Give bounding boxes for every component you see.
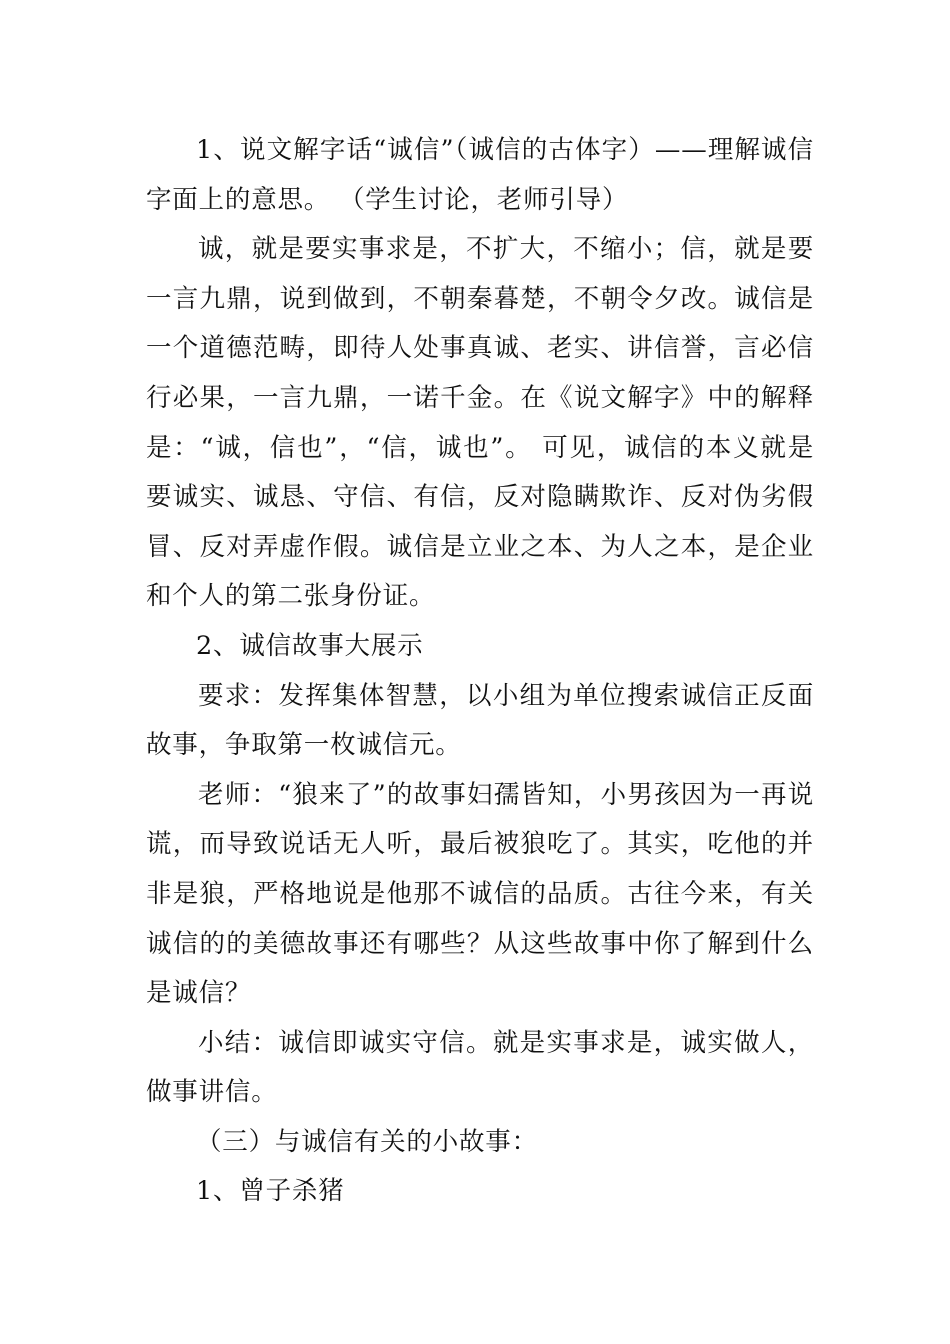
paragraph-summary: 小结：诚信即诚实守信。就是实事求是，诚实做人，做事讲信。 bbox=[146, 1027, 814, 1108]
paragraph-cheng-xin-definition: 诚，就是要实事求是，不扩大，不缩小；信，就是要一言九鼎，说到做到，不朝秦暮楚，不朝令夕改。诚信是一个道德范畴，即待人处事真诚、老实、讲信誉，言必信行必果，一言九鼎，一诺千金。在《说文解字》中的解释是：“诚，信也”，“信，诚也”。 可见，诚信的本义就是要诚实、诚恳、守信、有信，反对隐瞒欺诈、反对伪劣假冒、反对弄虚作假。诚信是立业之本、为人之本，是企业和个人的第二张身份证。 bbox=[146, 234, 814, 612]
document-page bbox=[146, 126, 814, 1217]
paragraph-section-three-heading: （三）与诚信有关的小故事： bbox=[196, 1126, 538, 1157]
paragraph-teacher: 老师：“狼来了”的故事妇孺皆知，小男孩因为一再说谎，而导致说话无人听，最后被狼吃了。其实，吃他的并非是狼，严格地说是他那不诚信的品质。古往今来，有关诚信的的美德故事还有哪些？从这些故事中你了解到什么是诚信？ bbox=[146, 779, 814, 1009]
paragraph-shuowen-heading: 1、说文解字话“诚信”（诚信的古体字）——理解诚信字面上的意思。 （学生讨论，老师引导） bbox=[146, 135, 814, 215]
paragraph-zengzi-heading: 1、曾子杀猪 bbox=[196, 1176, 345, 1207]
paragraph-story-showcase-heading: 2、诚信故事大展示 bbox=[196, 630, 424, 661]
paragraph-requirement: 要求：发挥集体智慧，以小组为单位搜索诚信正反面故事，争取第一枚诚信元。 bbox=[146, 680, 814, 761]
